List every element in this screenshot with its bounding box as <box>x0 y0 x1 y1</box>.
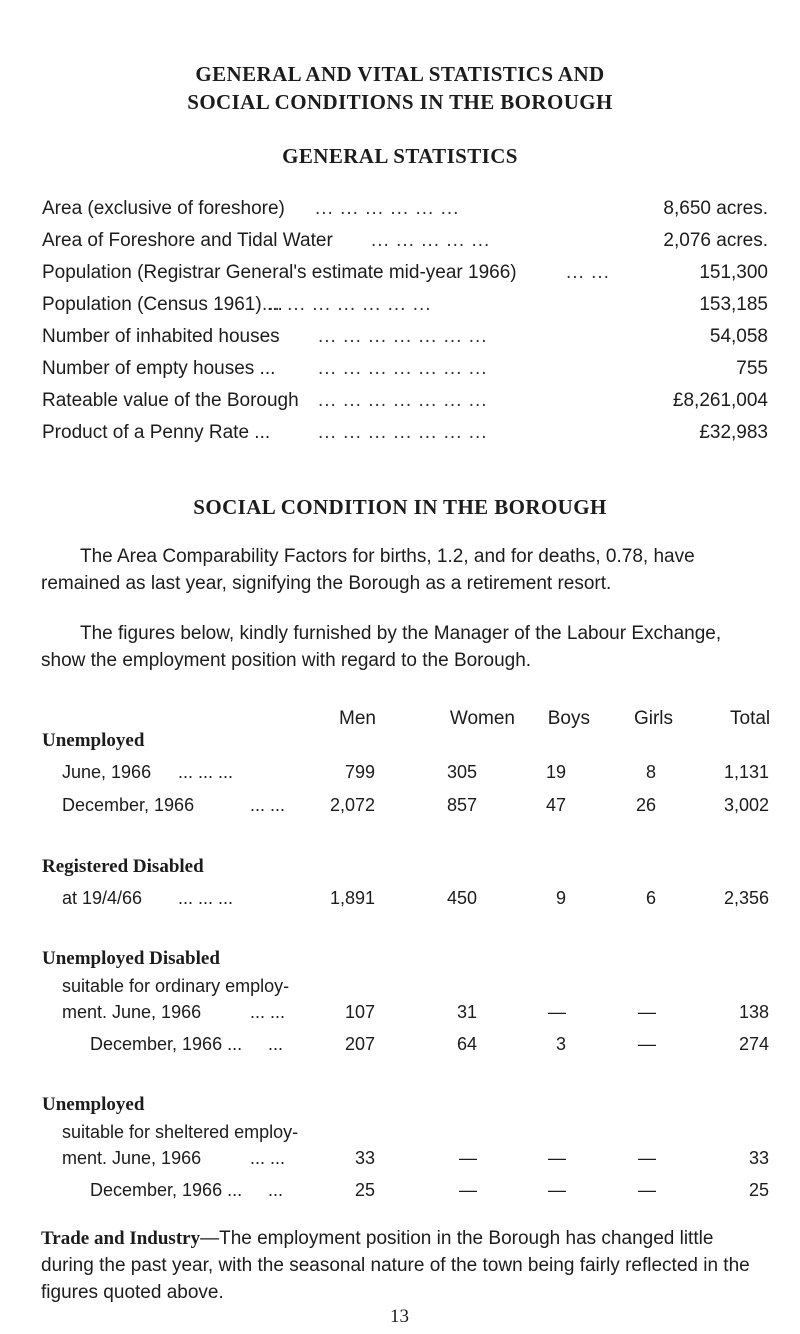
cell-men: 33 <box>354 1148 375 1168</box>
cell-boys: 9 <box>555 888 566 908</box>
stat-value: 153,185 <box>699 294 768 315</box>
leader-dots: ... ... <box>250 795 286 815</box>
cell-men: 25 <box>354 1180 375 1200</box>
cell-men: 2,072 <box>329 795 375 815</box>
row-label: ment. June, 1966 <box>62 1002 202 1022</box>
cell-total: 25 <box>748 1180 769 1200</box>
trade-paragraph-line: figures quoted above. <box>41 1282 224 1303</box>
stat-value: 8,650 acres. <box>663 198 768 219</box>
leader-dots: ... ... ... ... ... ... ... <box>318 358 488 379</box>
stat-label: Number of inhabited houses <box>42 326 280 347</box>
column-header-women: Women <box>449 708 515 729</box>
stat-label: Population (Registrar General's estimate mid-year 1966) <box>42 262 517 283</box>
cell-boys: — <box>548 1148 566 1168</box>
leader-dots: ... ... ... ... ... <box>371 230 491 251</box>
column-header-boys: Boys <box>547 708 590 729</box>
row-label: December, 1966 ... <box>90 1034 243 1054</box>
cell-total: 33 <box>748 1148 769 1168</box>
leader-dots: ... <box>268 1180 284 1200</box>
row-label: June, 1966 <box>62 762 152 782</box>
cell-boys: — <box>548 1002 566 1022</box>
social-condition-heading: SOCIAL CONDITION IN THE BOROUGH <box>193 495 607 519</box>
trade-lead: Trade and Industry <box>41 1228 201 1249</box>
cell-women: 305 <box>446 762 477 782</box>
cell-total: 1,131 <box>723 762 769 782</box>
general-statistics-heading: GENERAL STATISTICS <box>282 144 518 168</box>
leader-dots: ... ... ... ... ... ... ... <box>262 294 432 315</box>
cell-women: 857 <box>446 795 477 815</box>
row-label: December, 1966 ... <box>90 1180 243 1200</box>
section-heading: Registered Disabled <box>42 856 204 877</box>
section-heading: Unemployed <box>42 730 145 751</box>
stat-label: Product of a Penny Rate ... <box>42 422 271 443</box>
cell-girls: 6 <box>645 888 656 908</box>
stat-label: Rateable value of the Borough <box>42 390 299 411</box>
cell-girls: 8 <box>645 762 656 782</box>
column-header-girls: Girls <box>633 708 673 729</box>
leader-dots: ... <box>268 1034 284 1054</box>
leader-dots: ... ... ... ... ... ... ... <box>318 390 488 411</box>
cell-boys: 47 <box>545 795 566 815</box>
cell-girls: — <box>638 1002 656 1022</box>
paragraph-line: show the employment position with regard to the Borough. <box>41 650 532 671</box>
stat-value: 755 <box>736 358 768 379</box>
cell-men: 1,891 <box>329 888 375 908</box>
cell-women: — <box>459 1180 477 1200</box>
section-subline: suitable for sheltered employ- <box>62 1122 299 1142</box>
column-header-men: Men <box>339 708 376 729</box>
stat-label: Area (exclusive of foreshore) <box>42 198 285 219</box>
leader-dots: ... ... <box>250 1002 286 1022</box>
leader-dots: ... ... ... ... ... ... <box>315 198 460 219</box>
leader-dots: ... ... ... ... ... ... ... <box>318 422 488 443</box>
cell-women: — <box>459 1148 477 1168</box>
leader-dots: ... ... ... <box>178 888 234 908</box>
section-heading: Unemployed Disabled <box>42 948 220 969</box>
main-title-line-2: SOCIAL CONDITIONS IN THE BOROUGH <box>187 90 613 114</box>
cell-girls: — <box>638 1034 656 1054</box>
cell-total: 274 <box>738 1034 769 1054</box>
leader-dots: ... ... ... ... ... ... ... <box>318 326 488 347</box>
cell-boys: 3 <box>555 1034 566 1054</box>
paragraph-line: remained as last year, signifying the Borough as a retirement resort. <box>41 573 612 594</box>
leader-dots: ... ... ... <box>178 762 234 782</box>
leader-dots: ... ... <box>566 262 610 283</box>
cell-girls: 26 <box>635 795 656 815</box>
stat-label: Number of empty houses ... <box>42 358 276 379</box>
trade-paragraph-line <box>41 1226 713 1252</box>
cell-boys: 19 <box>545 762 566 782</box>
row-label: at 19/4/66 <box>62 888 143 908</box>
stat-value: £32,983 <box>699 422 768 443</box>
cell-men: 799 <box>344 762 375 782</box>
stat-value: 54,058 <box>709 326 768 347</box>
paragraph-line: The figures below, kindly furnished by the Manager of the Labour Exchange, <box>80 623 722 644</box>
trade-line-rest: —The employment position in the Borough has changed little <box>200 1228 714 1249</box>
cell-girls: — <box>638 1148 656 1168</box>
stat-label: Area of Foreshore and Tidal Water <box>42 230 333 251</box>
cell-girls: — <box>638 1180 656 1200</box>
cell-total: 138 <box>738 1002 769 1022</box>
trade-paragraph-line: during the past year, with the seasonal nature of the town being fairly reflected in the <box>41 1255 750 1276</box>
main-title-line-1: GENERAL AND VITAL STATISTICS AND <box>195 62 605 86</box>
section-subline: suitable for ordinary employ- <box>62 976 290 996</box>
cell-boys: — <box>548 1180 566 1200</box>
cell-women: 450 <box>446 888 477 908</box>
paragraph-line: The Area Comparability Factors for births, 1.2, and for deaths, 0.78, have <box>80 546 695 567</box>
row-label: ment. June, 1966 <box>62 1148 202 1168</box>
cell-men: 207 <box>344 1034 375 1054</box>
page-number: 13 <box>390 1306 409 1327</box>
row-label: December, 1966 <box>62 795 195 815</box>
stat-value: 2,076 acres. <box>663 230 768 251</box>
leader-dots: ... ... <box>250 1148 286 1168</box>
column-header-total: Total <box>730 708 771 729</box>
stat-label: Population (Census 1961) ... <box>42 294 283 315</box>
stat-value: £8,261,004 <box>672 390 768 411</box>
cell-men: 107 <box>344 1002 375 1022</box>
cell-total: 2,356 <box>723 888 769 908</box>
cell-total: 3,002 <box>723 795 769 815</box>
cell-women: 31 <box>456 1002 477 1022</box>
cell-women: 64 <box>456 1034 477 1054</box>
stat-value: 151,300 <box>699 262 768 283</box>
section-heading: Unemployed <box>42 1094 145 1115</box>
